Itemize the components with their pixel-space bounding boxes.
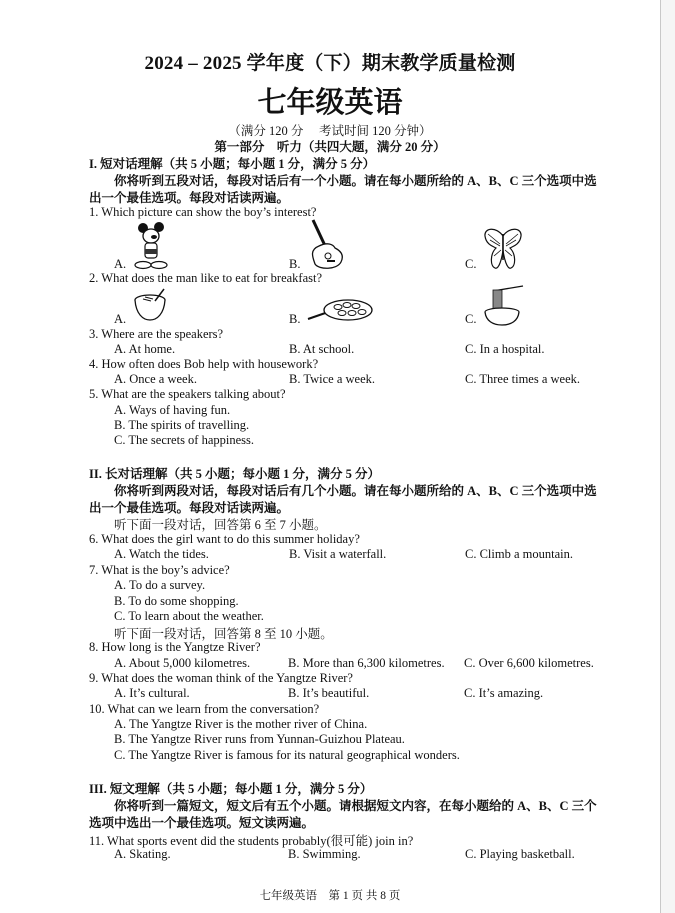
q10-option-a[interactable]: A. The Yangtze River is the mother river of China.	[114, 717, 368, 731]
q1-option-c[interactable]: C.	[465, 257, 477, 271]
q4-option-a[interactable]: A. Once a week.	[114, 372, 197, 386]
q9-option-c[interactable]: C. It’s amazing.	[464, 686, 544, 700]
q11-option-c[interactable]: C. Playing basketball.	[465, 847, 575, 861]
q3-option-b[interactable]: B. At school.	[289, 342, 355, 356]
q9-option-b[interactable]: B. It’s beautiful.	[288, 686, 370, 700]
dumplings-plate-picture	[306, 297, 374, 325]
exam-title: 2024 – 2025 学年度（下）期末教学质量检测	[144, 53, 516, 74]
question-11: 11. What sports event did the students probably(很可能) join in?	[89, 834, 414, 848]
q1-option-a[interactable]: A.	[114, 257, 127, 271]
question-3: 3. Where are the speakers?	[89, 327, 224, 341]
question-4: 4. How often does Bob help with housework?	[89, 357, 319, 371]
question-1: 1. Which picture can show the boy’s interest?	[89, 205, 317, 219]
section-2-instructions-line2: 出一个最佳选项。每段对话读两遍。	[89, 501, 290, 515]
q5-option-c[interactable]: C. The secrets of happiness.	[114, 433, 255, 447]
q6-option-b[interactable]: B. Visit a waterfall.	[289, 547, 387, 561]
q8-option-a[interactable]: A. About 5,000 kilometres.	[114, 656, 251, 670]
q10-option-b[interactable]: B. The Yangtze River runs from Yunnan-Guizhou Plateau.	[114, 732, 405, 746]
question-7: 7. What is the boy’s advice?	[89, 563, 230, 577]
porridge-bowl-picture	[133, 288, 169, 324]
q2-option-a[interactable]: A.	[114, 312, 127, 326]
section-3-instructions-line2: 选项中选出一个最佳选项。短文读两遍。	[89, 816, 315, 830]
q4-option-c[interactable]: C. Three times a week.	[465, 372, 581, 386]
section-1-instructions-line1: 你将听到五段对话，每段对话后有一个小题。请在每小题所给的 A、B、C 三个选项中选	[114, 174, 597, 188]
section-2-instructions-line1: 你将听到两段对话，每段对话后有几个小题。请在每小题所给的 A、B、C 三个选项中选	[114, 484, 597, 498]
listen-instruction-2: 听下面一段对话，回答第 8 至 10 小题。	[114, 627, 333, 641]
q8-option-c[interactable]: C. Over 6,600 kilometres.	[464, 656, 594, 670]
mickey-mouse-picture	[133, 222, 177, 270]
q11-option-a[interactable]: A. Skating.	[114, 847, 171, 861]
q5-option-a[interactable]: A. Ways of having fun.	[114, 403, 231, 417]
question-10: 10. What can we learn from the conversation?	[89, 702, 320, 716]
q6-option-a[interactable]: A. Watch the tides.	[114, 547, 209, 561]
q3-option-a[interactable]: A. At home.	[114, 342, 176, 356]
question-6: 6. What does the girl want to do this summer holiday?	[89, 532, 360, 546]
butterfly-picture	[482, 226, 524, 270]
q9-option-a[interactable]: A. It’s cultural.	[114, 686, 190, 700]
q7-option-a[interactable]: A. To do a survey.	[114, 578, 206, 592]
question-8: 8. How long is the Yangtze River?	[89, 640, 261, 654]
listen-instruction-1: 听下面一段对话，回答第 6 至 7 小题。	[114, 518, 327, 532]
section-1-heading: I. 短对话理解（共 5 小题；每小题 1 分，满分 5 分）	[89, 157, 376, 171]
q11-option-b[interactable]: B. Swimming.	[288, 847, 361, 861]
section-2-heading: II. 长对话理解（共 5 小题；每小题 1 分，满分 5 分）	[89, 467, 380, 481]
page-footer: 七年级英语 第 1 页 共 8 页	[259, 890, 401, 902]
part-heading: 第一部分 听力（共四大题，满分 20 分）	[214, 140, 446, 154]
exam-info: （满分 120 分 考试时间 120 分钟）	[228, 124, 432, 138]
q10-option-c[interactable]: C. The Yangtze River is famous for its natural geographical wonders.	[114, 748, 460, 762]
q7-option-c[interactable]: C. To learn about the weather.	[114, 609, 264, 623]
section-3-heading: III. 短文理解（共 5 小题；每小题 1 分，满分 5 分）	[89, 782, 373, 796]
q6-option-c[interactable]: C. Climb a mountain.	[465, 547, 573, 561]
question-2: 2. What does the man like to eat for breakfast?	[89, 271, 323, 285]
section-1-instructions-line2: 出一个最佳选项。每段对话读两遍。	[89, 191, 290, 205]
q3-option-c[interactable]: C. In a hospital.	[465, 342, 545, 356]
question-5: 5. What are the speakers talking about?	[89, 387, 286, 401]
guitar-picture	[305, 218, 349, 270]
q5-option-b[interactable]: B. The spirits of travelling.	[114, 418, 250, 432]
q8-option-b[interactable]: B. More than 6,300 kilometres.	[288, 656, 445, 670]
q2-option-b[interactable]: B.	[289, 312, 301, 326]
q2-option-c[interactable]: C.	[465, 312, 477, 326]
q7-option-b[interactable]: B. To do some shopping.	[114, 594, 239, 608]
viewer-gutter	[660, 0, 675, 913]
q4-option-b[interactable]: B. Twice a week.	[289, 372, 376, 386]
question-9: 9. What does the woman think of the Yangtze River?	[89, 671, 353, 685]
noodles-bowl-picture	[483, 285, 525, 327]
q1-option-b[interactable]: B.	[289, 257, 301, 271]
section-3-instructions-line1: 你将听到一篇短文，短文后有五个小题。请根据短文内容，在每小题给的 A、B、C 三个	[114, 799, 597, 813]
subject-title: 七年级英语	[257, 85, 403, 119]
